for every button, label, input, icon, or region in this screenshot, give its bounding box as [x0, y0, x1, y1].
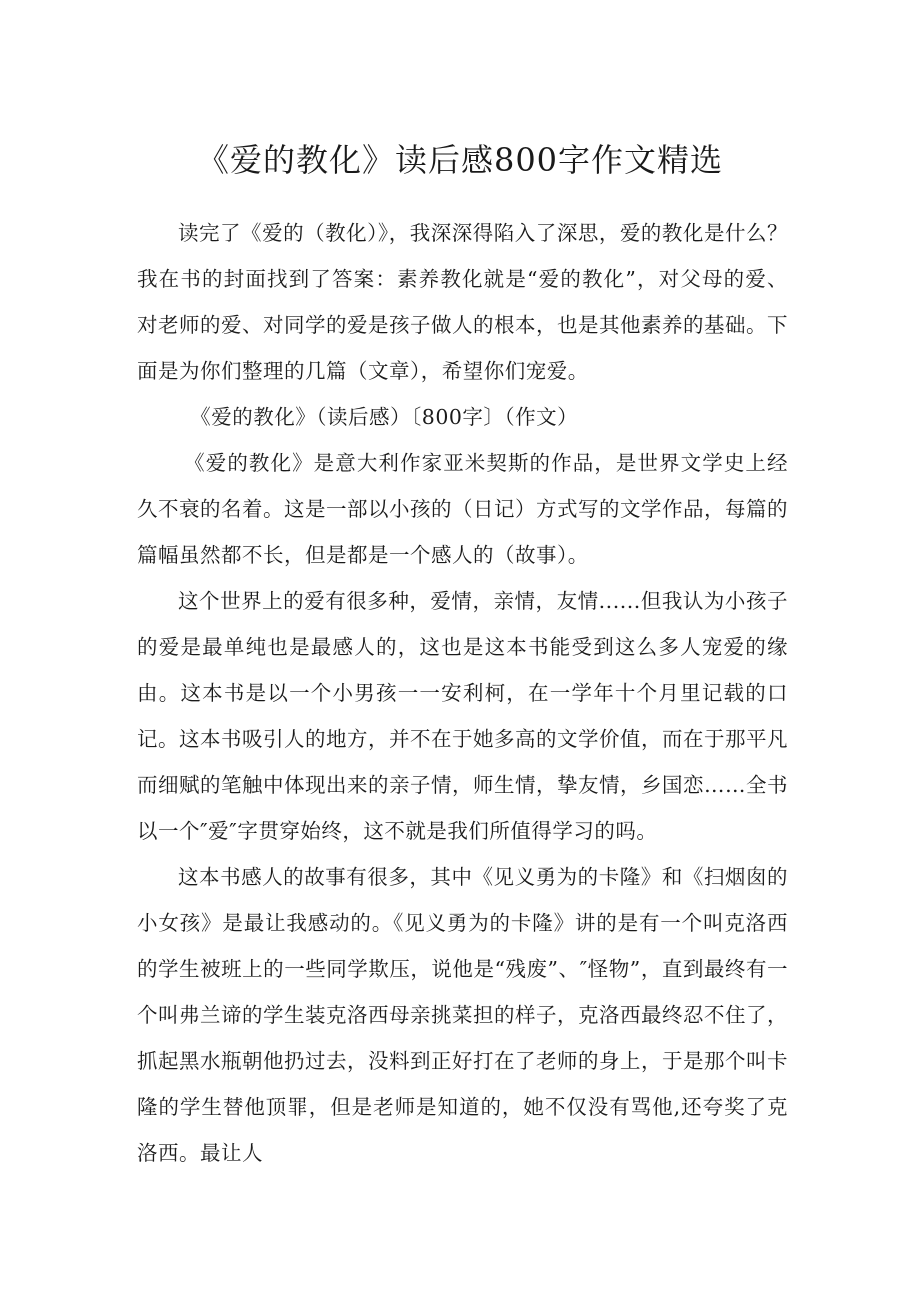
love-paragraph: 这个世界上的爱有很多种，爱情，亲情，友情......但我认为小孩子的爱是最单纯也是最感人的，这也是这本书能受到这么多人宠爱的缘由。这本书是以一个小男孩一一安利柯，在一学年十个月里记载的口记。这本书吸引人的地方，并不在于她多高的文学价值，而在于那平凡而细赋的笔触中体现出来的亲子情，师生情，挚友情，乡国恋……全书以一个″爱″字贯穿始终，这不就是我们所值得学习的吗。 — [137, 589, 788, 843]
document-body — [137, 210, 788, 1176]
document-title: 《爱的教化》读后感800字作文精选 — [196, 141, 724, 179]
book-intro-paragraph: 《爱的教化》是意大利作家亚米契斯的作品，是世界文学史上经久不衰的名着。这是一部以小孩的（日记）方式写的文学作品，每篇的篇幅虽然都不长，但是都是一个感人的（故事）。 — [137, 451, 788, 567]
section-heading: 《爱的教化》（读后感）〔800字〕（作文） — [190, 405, 579, 429]
story-paragraph: 这本书感人的故事有很多，其中《见义勇为的卡隆》和《扫烟囱的小女孩》是最让我感动的。《见义勇为的卡隆》讲的是有一个叫克洛西的学生被班上的一些同学欺压，说他是“残废”、″怪物”，直到最终有一个叫弗兰谛的学生装克洛西母亲挑菜担的样子，克洛西最终忍不住了，抓起黑水瓶朝他扔过去，没料到正好打在了老师的身上，于是那个叫卡隆的学生替他顶罪，但是老师是知道的，她不仅没有骂他,还夸奖了克洛西。最让人 — [137, 865, 788, 1165]
intro-paragraph: 读完了《爱的（教化）》，我深深得陷入了深思，爱的教化是什么？我在书的封面找到了答案：素养教化就是“爱的教化”，对父母的爱、对老师的爱、对同学的爱是孩子做人的根本，也是其他素养的基础。下面是为你们整理的几篇（文章），希望你们宠爱。 — [137, 221, 788, 383]
